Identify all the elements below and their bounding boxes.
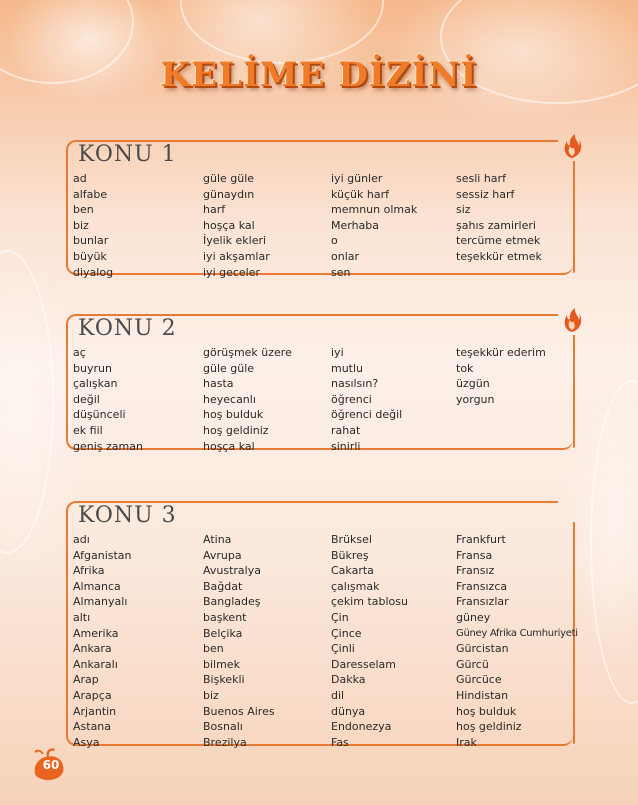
word: ben xyxy=(73,203,94,217)
word: ek fiil xyxy=(73,423,103,437)
word: teşekkür ederim xyxy=(456,346,546,359)
word: sinirli xyxy=(331,439,361,453)
word: Hindistan xyxy=(456,688,509,702)
word: Irak xyxy=(456,735,477,749)
word: güney xyxy=(456,610,491,624)
background-swirl xyxy=(0,250,54,554)
word: diyalog xyxy=(73,265,114,279)
word: hoş bulduk xyxy=(456,704,517,718)
word: sen xyxy=(331,265,351,279)
word: hoşça kal xyxy=(203,218,255,232)
word-column xyxy=(203,345,328,454)
word: Astana xyxy=(73,720,112,734)
word-column xyxy=(73,532,198,750)
word: geniş zaman xyxy=(73,439,143,453)
word: sesli harf xyxy=(456,172,506,185)
word: güle güle xyxy=(203,172,255,185)
word: Çince xyxy=(331,626,362,640)
word: Afrika xyxy=(73,564,105,578)
section-konu-1 xyxy=(66,142,573,279)
page-number: 60 xyxy=(42,758,60,772)
word: çekim tablosu xyxy=(331,595,408,609)
word: rahat xyxy=(331,423,361,437)
word: İyelik ekleri xyxy=(203,234,267,248)
word: Bangladeş xyxy=(203,595,261,609)
word: Bişkekli xyxy=(203,673,245,687)
word: onlar xyxy=(331,249,360,263)
flame-icon xyxy=(561,307,583,333)
word: harf xyxy=(203,203,226,217)
word: tok xyxy=(456,361,474,375)
word: Fransızca xyxy=(456,579,508,593)
word: memnun olmak xyxy=(331,203,418,217)
word: siz xyxy=(456,203,471,217)
word: Çinli xyxy=(331,642,355,656)
word: tercüme etmek xyxy=(456,234,541,248)
word: teşekkür etmek xyxy=(456,249,542,263)
word: ad xyxy=(73,172,87,185)
word-column xyxy=(331,532,456,750)
word: bilmek xyxy=(203,657,240,671)
word: değil xyxy=(73,392,100,406)
flame-icon xyxy=(561,133,583,159)
word: Gürcistan xyxy=(456,642,509,656)
word: hoşça kal xyxy=(203,439,255,453)
word: yorgun xyxy=(456,392,495,406)
word: hoş geldiniz xyxy=(456,720,522,734)
word: Gürcü xyxy=(456,657,489,671)
word: aç xyxy=(73,346,86,359)
word: Belçika xyxy=(203,626,243,640)
word: Fas xyxy=(331,735,349,749)
section-konu-2 xyxy=(66,316,573,453)
word: Endonezya xyxy=(331,720,392,734)
word: biz xyxy=(73,218,89,232)
word-column xyxy=(331,345,456,454)
word: Brüksel xyxy=(331,533,372,546)
word: iyi günler xyxy=(331,172,383,185)
word: alfabe xyxy=(73,187,108,201)
word: öğrenci xyxy=(331,392,372,406)
word: buyrun xyxy=(73,361,112,375)
word-column xyxy=(331,171,456,280)
word: şahıs zamirleri xyxy=(456,218,536,232)
word: altı xyxy=(73,610,91,624)
word: Bosnalı xyxy=(203,720,243,734)
word: dil xyxy=(331,688,345,702)
word: Güney Afrika Cumhuriyeti xyxy=(456,627,578,639)
word: Fransa xyxy=(456,548,493,562)
word: Fransızlar xyxy=(456,595,509,609)
word: hoş bulduk xyxy=(203,408,264,422)
word: düşünceli xyxy=(73,408,126,422)
word: Fransız xyxy=(456,564,495,578)
word: ben xyxy=(203,642,224,656)
word: iyi xyxy=(331,346,344,359)
word-column xyxy=(73,345,198,454)
word: Gürcüce xyxy=(456,673,502,687)
word: Bağdat xyxy=(203,579,243,593)
word: hasta xyxy=(203,377,234,391)
word: Çin xyxy=(331,610,349,624)
word: Arap xyxy=(73,673,99,687)
background-swirl xyxy=(590,380,638,704)
word: Arapça xyxy=(73,688,112,702)
word: Dakka xyxy=(331,673,366,687)
section-heading: KONU 1 xyxy=(78,142,177,167)
section-heading: KONU 3 xyxy=(78,503,177,528)
word: güle güle xyxy=(203,361,255,375)
word: Amerika xyxy=(73,626,119,640)
word: Avustralya xyxy=(203,564,261,578)
word: sessiz harf xyxy=(456,187,515,201)
word-column xyxy=(456,345,581,407)
word: heyecanlı xyxy=(203,392,256,406)
word: mutlu xyxy=(331,361,364,375)
word: çalışmak xyxy=(331,579,380,593)
word: büyük xyxy=(73,249,107,263)
word: Asya xyxy=(73,735,100,749)
page-title: KELİME DİZİNİ xyxy=(160,55,478,95)
word: Almanca xyxy=(73,579,121,593)
word: öğrenci değil xyxy=(331,408,403,422)
word: küçük harf xyxy=(331,187,389,201)
word: çalışkan xyxy=(73,377,118,391)
word: Buenos Aires xyxy=(203,704,275,718)
word: hoş geldiniz xyxy=(203,423,269,437)
word: adı xyxy=(73,533,90,546)
word: dünya xyxy=(331,704,366,718)
word: nasılsın? xyxy=(331,377,379,391)
word: Ankara xyxy=(73,642,112,656)
word: Brezilya xyxy=(203,735,247,749)
word: iyi geceler xyxy=(203,265,261,279)
word-column xyxy=(73,171,198,280)
word: günaydın xyxy=(203,187,255,201)
word: biz xyxy=(203,688,219,702)
section-konu-3 xyxy=(66,503,578,749)
word: Merhaba xyxy=(331,218,380,232)
word: üzgün xyxy=(456,377,490,391)
word: Cakarta xyxy=(331,564,374,578)
word: Bükreş xyxy=(331,548,369,562)
word: Atina xyxy=(203,533,232,546)
word: Afganistan xyxy=(73,548,132,562)
word: o xyxy=(331,234,338,248)
word-column xyxy=(456,171,581,265)
word: bunlar xyxy=(73,234,109,248)
word: Frankfurt xyxy=(456,533,506,546)
word: Daresselam xyxy=(331,657,397,671)
section-heading: KONU 2 xyxy=(78,316,177,341)
word: iyi akşamlar xyxy=(203,249,270,263)
word-column xyxy=(203,171,328,280)
word: Arjantin xyxy=(73,704,117,718)
word: Almanyalı xyxy=(73,595,128,609)
word: başkent xyxy=(203,610,247,624)
word: görüşmek üzere xyxy=(203,346,292,359)
word: Avrupa xyxy=(203,548,242,562)
word-column xyxy=(203,532,328,750)
word-column xyxy=(456,532,581,750)
word: Ankaralı xyxy=(73,657,118,671)
